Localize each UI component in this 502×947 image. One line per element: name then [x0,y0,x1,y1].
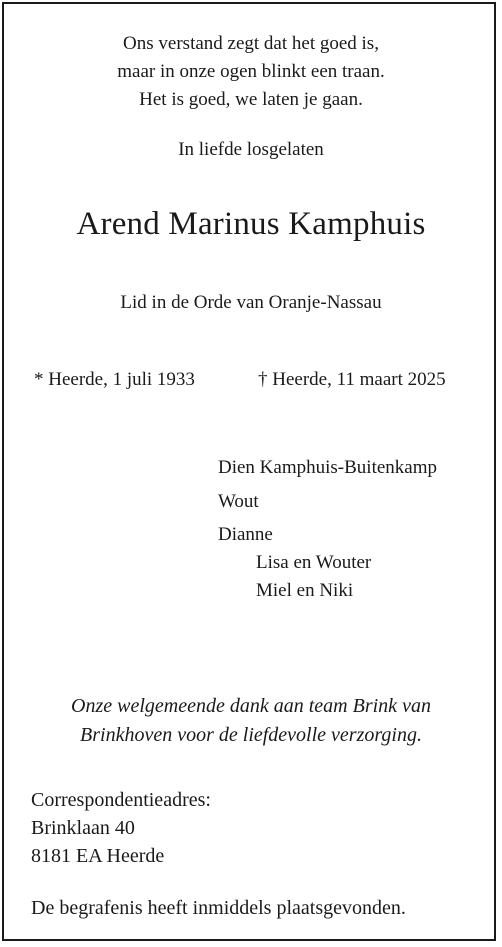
address-street: Brinklaan 40 [31,817,135,839]
poem-line: Ons verstand zegt dat het goed is, [123,33,379,54]
thanks-text [0,692,502,750]
poem-line: maar in onze ogen blinkt een traan. [117,61,385,82]
family-child: Dianne [218,524,273,545]
thanks-line: Onze welgemeende dank aan team Brink van [71,695,431,717]
correspondence-address [31,786,211,870]
deceased-name: Arend Marinus Kamphuis [76,206,426,242]
poem [0,30,502,114]
death-date: † Heerde, 11 maart 2025 [258,369,446,390]
poem-line: Het is goed, we laten je gaan. [139,89,363,110]
family-grandchildren: Lisa en Wouter [256,552,372,573]
thanks-line: Brinkhoven voor de liefdevolle verzorging. [80,724,422,746]
address-label: Correspondentieadres: [31,789,211,811]
family-partner: Dien Kamphuis-Buitenkamp [218,457,437,478]
address-city: 8181 EA Heerde [31,845,165,867]
intro-text: In liefde losgelaten [178,139,324,160]
family-grandchildren: Miel en Niki [256,580,354,601]
family-child: Wout [218,491,259,512]
honour-text: Lid in de Orde van Oranje-Nassau [120,292,382,313]
funeral-note: De begrafenis heeft inmiddels plaatsgevonden. [31,897,406,919]
birth-date: * Heerde, 1 juli 1933 [34,369,195,390]
